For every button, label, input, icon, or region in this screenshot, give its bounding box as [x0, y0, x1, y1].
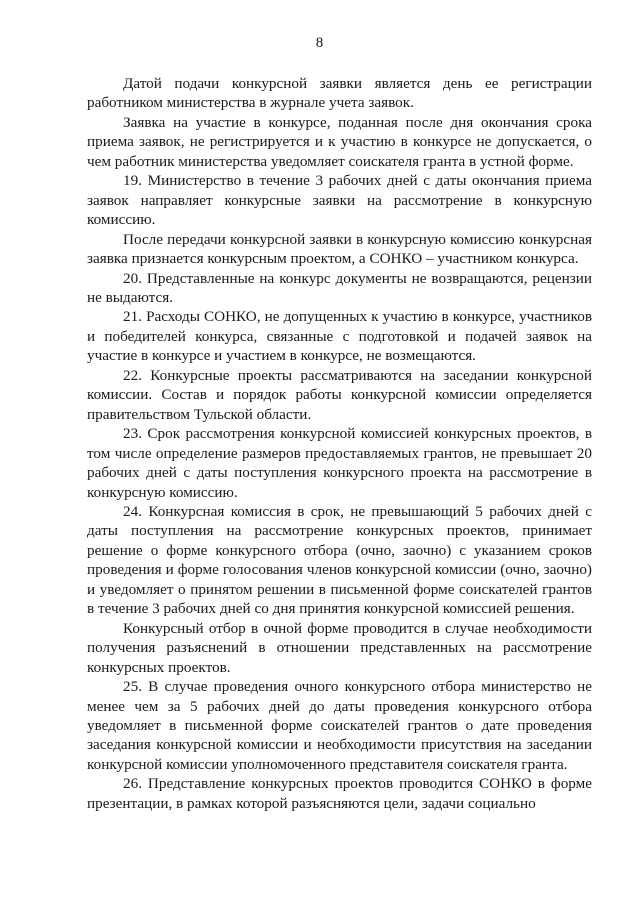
paragraph-item-25: 25. В случае проведения очного конкурсного отбора министерство не менее чем за 5 рабочих дней до даты проведения конкурсного отбора уведомляет в письменной форме соискателей грантов о дате проведения заседания конкурсной комиссии и необходимости присутствия на заседании конкурсной комиссии уполномоченного представителя соискателя гранта.: [87, 678, 592, 773]
paragraph-competition-project: После передачи конкурсной заявки в конкурсную комиссию конкурсная заявка признается конкурсным проектом, а СОНКО – участником конкурса.: [87, 230, 592, 268]
paragraph-registration-date: Датой подачи конкурсной заявки является день ее регистрации работником министерства в журнале учета заявок.: [87, 75, 592, 112]
document-body: [87, 74, 592, 813]
paragraph-late-application: Заявка на участие в конкурсе, поданная после дня окончания срока приема заявок, не регистрируется и к участию в конкурсе не допускается, о чем работник министерства уведомляет соискателя гранта в устной форме.: [87, 113, 592, 170]
page-number: 8: [315, 35, 324, 51]
paragraph-item-21: 21. Расходы СОНКО, не допущенных к участию в конкурсе, участников и победителей конкурса, связанные с подготовкой и подачей заявок на участие в конкурсе и участием в конкурсе, не возмещаются.: [87, 308, 592, 365]
paragraph-item-22: 22. Конкурсные проекты рассматриваются на заседании конкурсной комиссии. Состав и порядок работы конкурсной комиссии определяется правительством Тульской области.: [87, 366, 592, 423]
paragraph-item-20: 20. Представленные на конкурс документы не возвращаются, рецензии не выдаются.: [87, 269, 592, 306]
paragraph-item-23: 23. Срок рассмотрения конкурсной комиссией конкурсных проектов, в том числе определение размеров предоставляемых грантов, не превышает 20 рабочих дней с даты поступления конкурсного проекта на рассмотрение в конкурсную комиссию.: [87, 425, 592, 501]
paragraph-item-26: 26. Представление конкурсных проектов проводится СОНКО в форме презентации, в рамках которой разъясняются цели, задачи социально: [87, 775, 592, 812]
paragraph-item-19: 19. Министерство в течение 3 рабочих дней с даты окончания приема заявок направляет конкурсные заявки на рассмотрение в конкурсную комиссию.: [87, 172, 592, 229]
paragraph-item-24: 24. Конкурсная комиссия в срок, не превышающий 5 рабочих дней с даты поступления на рассмотрение конкурсных проектов, принимает решение о форме конкурсного отбора (очно, заочно) с указанием сроков проведения и форме голосования членов конкурсной комиссии (очно, заочно) и уведомляет о принятом решении в письменной форме соискателей грантов в течение 3 рабочих дней со дня принятия конкурсной комиссией решения.: [87, 502, 592, 618]
paragraph-in-person-selection: Конкурсный отбор в очной форме проводится в случае необходимости получения разъяснений в отношении представленных на рассмотрение конкурсных проектов.: [87, 619, 592, 676]
